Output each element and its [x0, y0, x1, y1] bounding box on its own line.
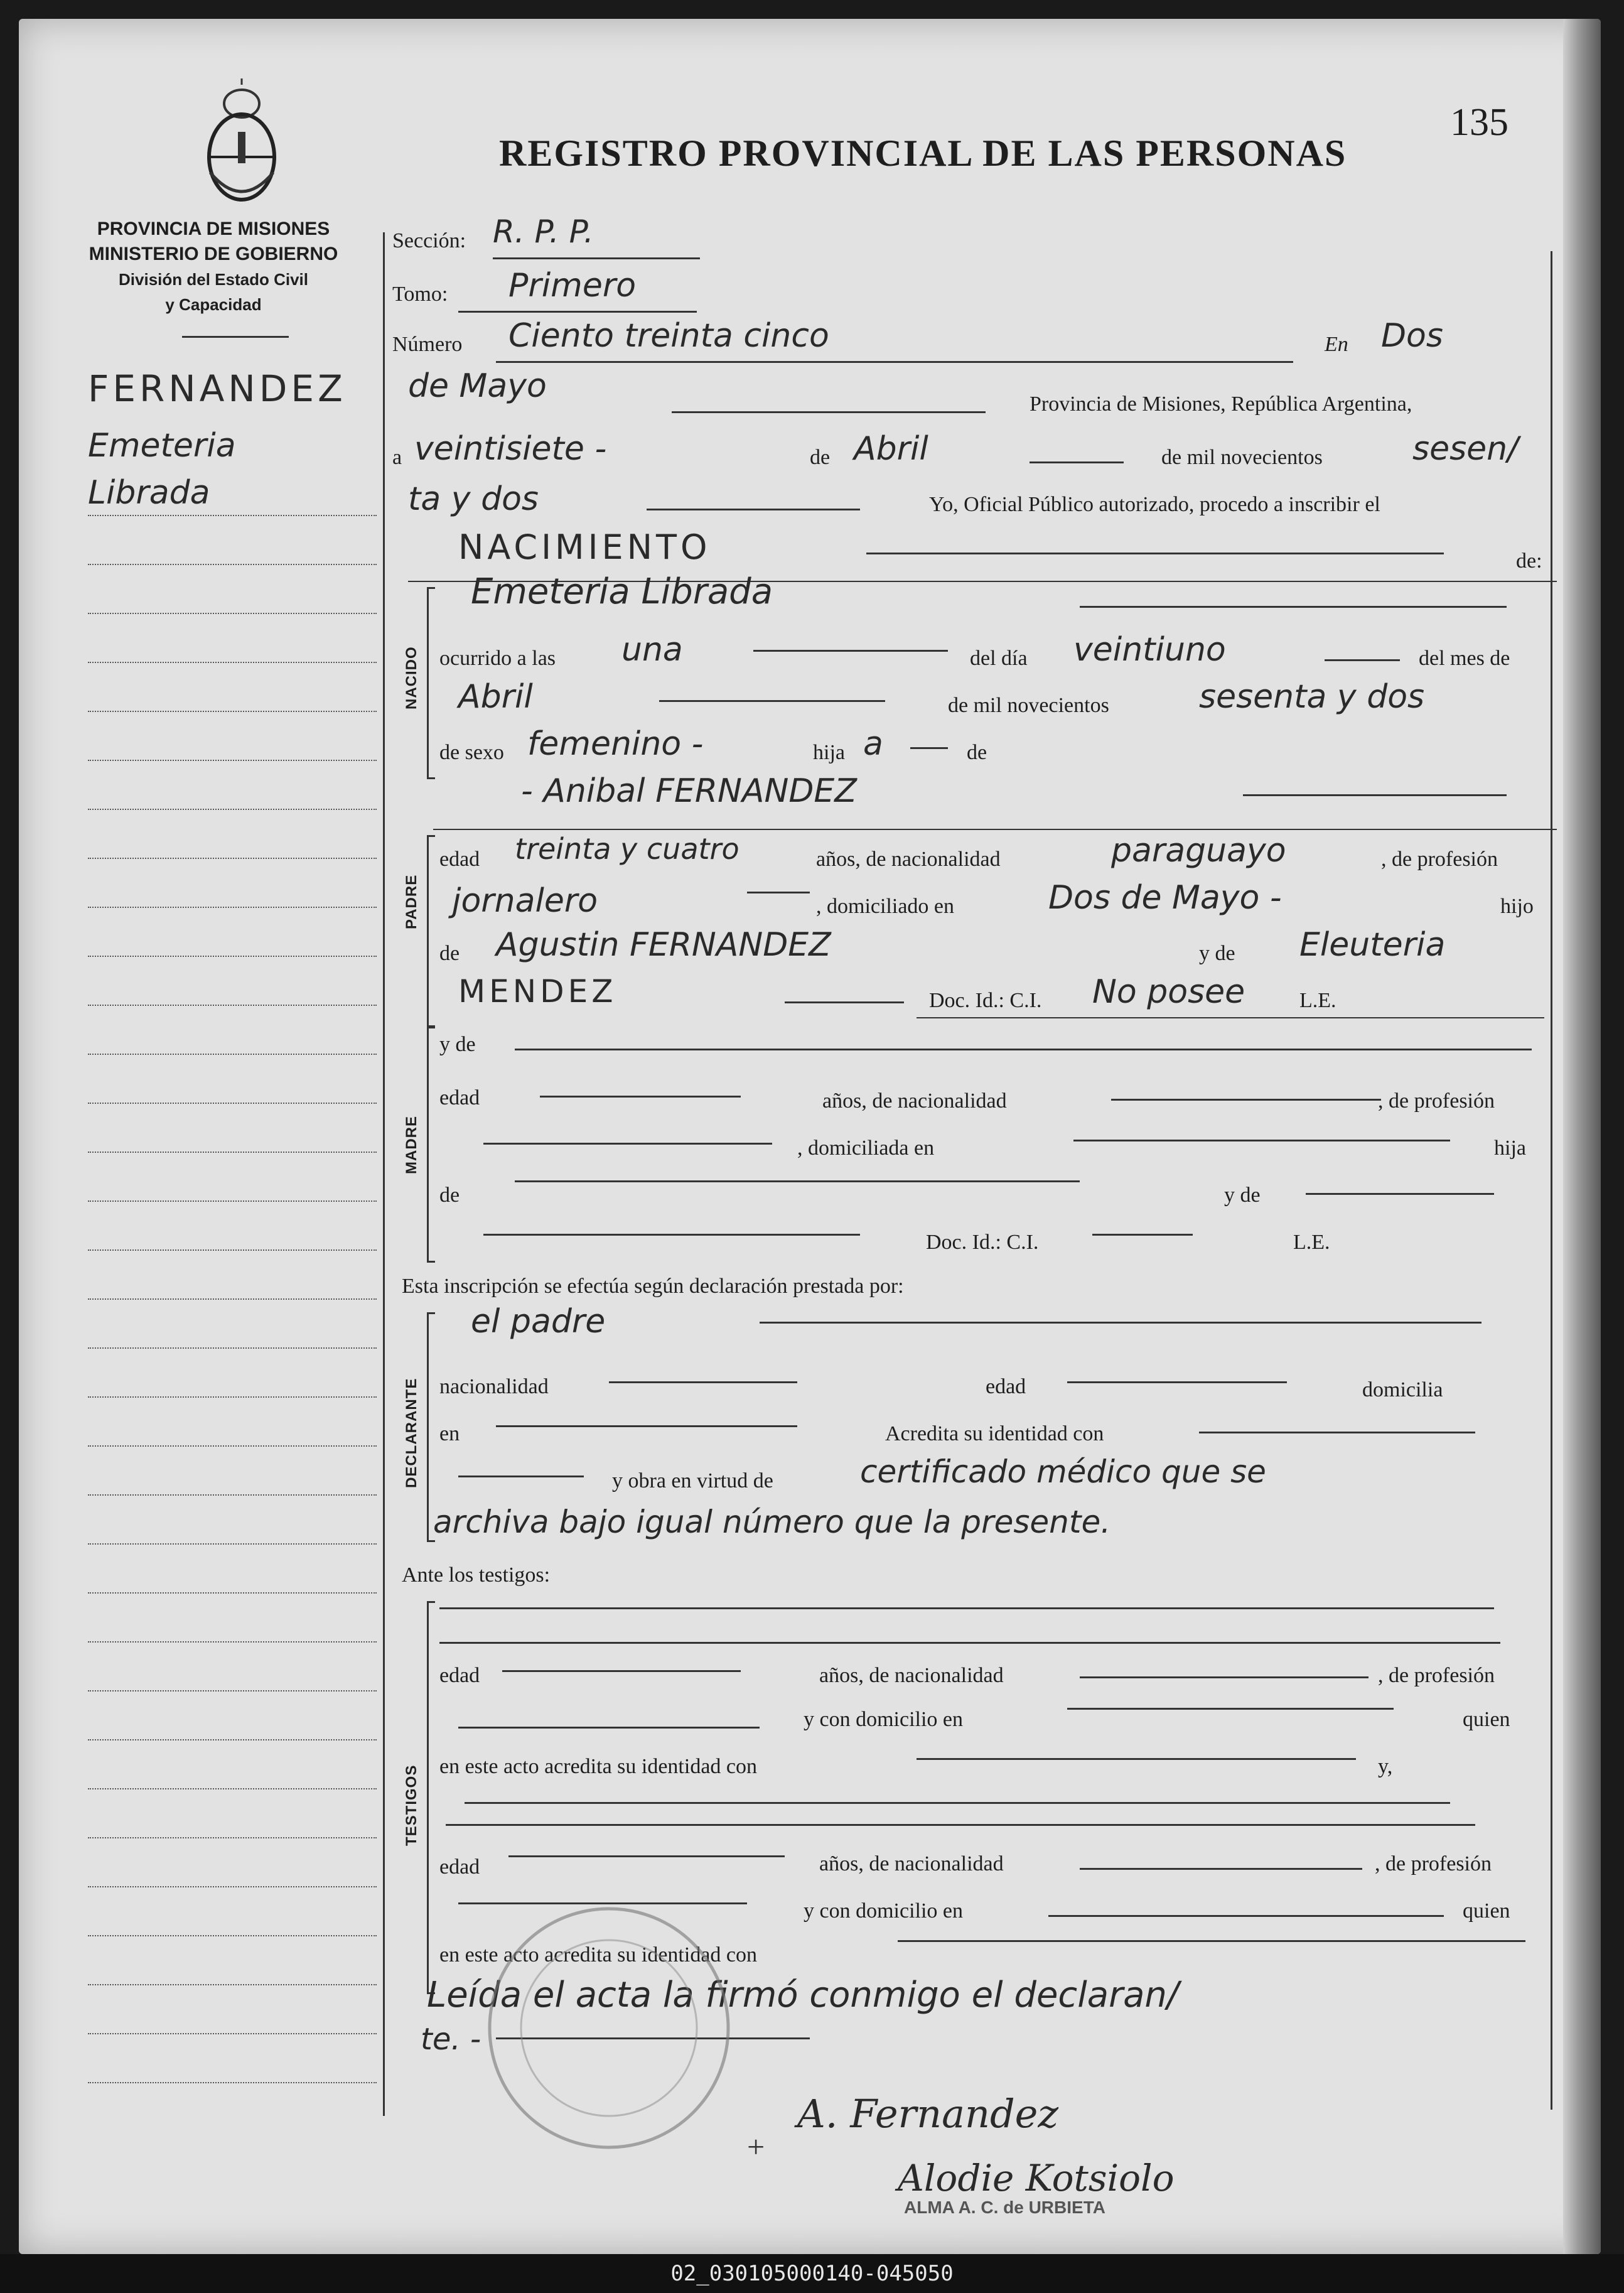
- t1-quien-label: quien: [1463, 1708, 1510, 1731]
- t1-y-label: y,: [1378, 1755, 1393, 1778]
- virtud-value-2: archiva bajo igual número que la presente.: [433, 1504, 1111, 1540]
- madre-edad-label: edad: [439, 1086, 480, 1109]
- padre-nac-value: paraguayo: [1111, 832, 1286, 870]
- margin-line: [88, 1445, 377, 1447]
- madre-doc-label: Doc. Id.: C.I.: [926, 1231, 1039, 1254]
- nacido-bracket: [427, 587, 435, 779]
- margin-line: [88, 1494, 377, 1496]
- le-label: L.E.: [1299, 989, 1336, 1012]
- margin-line: [88, 1200, 377, 1202]
- margin-line: [88, 1103, 377, 1104]
- t2-acredita-label: en este acto acredita su identidad con: [439, 1943, 757, 1967]
- domiciliada-label: , domiciliada en: [797, 1136, 935, 1160]
- hija-value: a: [863, 725, 883, 763]
- padre-edad-value: treinta y cuatro: [515, 832, 739, 866]
- edad-label: edad: [439, 848, 480, 871]
- de-profesion-label: , de profesión: [1381, 848, 1498, 871]
- mes-nac-value: Abril: [458, 678, 533, 716]
- dia-value: veintisiete -: [414, 430, 607, 468]
- margin-line: [88, 809, 377, 810]
- hijo-label: hijo: [1500, 895, 1534, 918]
- side-label-madre: MADRE: [403, 1116, 420, 1174]
- ante-testigos-label: Ante los testigos:: [402, 1563, 551, 1587]
- padre-dom-value: Dos de Mayo -: [1048, 879, 1282, 917]
- margin-line: [88, 760, 377, 761]
- de-colon-label: de:: [1516, 549, 1542, 573]
- margin-line: [88, 1837, 377, 1838]
- official-stamp-name: ALMA A. C. de URBIETA: [904, 2198, 1105, 2217]
- t2-profesion-label: , de profesión: [1375, 1852, 1492, 1875]
- coat-of-arms-icon: [198, 78, 286, 210]
- madre-anos-label: años, de nacionalidad: [822, 1089, 1007, 1113]
- margin-line: [88, 1054, 377, 1055]
- domicilia-label: domicilia: [1362, 1378, 1443, 1401]
- seccion-label: Sección:: [392, 229, 466, 252]
- padre-value: - Anibal FERNANDEZ: [521, 772, 857, 810]
- margin-line: [88, 2033, 377, 2034]
- anio-nac-value: sesenta y dos: [1199, 678, 1425, 716]
- document-id-footer: 02_030105000140-045050: [0, 2254, 1624, 2293]
- ocurrido-label: ocurrido a las: [439, 647, 556, 670]
- de-label: de: [810, 446, 831, 469]
- signature-declarante: A. Fernandez: [797, 2091, 1059, 2137]
- domiciliado-label: , domiciliado en: [816, 895, 955, 918]
- margin-line: [88, 1347, 377, 1349]
- dia-nac-value: veintiuno: [1073, 631, 1226, 669]
- margin-line: [88, 1935, 377, 1936]
- signature-cross-icon: +: [747, 2129, 765, 2164]
- abuelo-value: Agustin FERNANDEZ: [496, 926, 831, 964]
- margin-name-2: Librada: [88, 474, 210, 512]
- y-obra-label: y obra en virtud de: [612, 1469, 773, 1492]
- margin-line: [88, 515, 377, 516]
- margin-line: [88, 1005, 377, 1006]
- margin-name-1: Emeteria: [88, 427, 236, 465]
- en-label: En: [1325, 333, 1348, 356]
- numero-value: Ciento treinta cinco: [508, 317, 829, 355]
- province-heading: PROVINCIA DE MISIONES: [97, 219, 330, 239]
- side-label-declarante: DECLARANTE: [403, 1378, 420, 1488]
- t1-acredita-label: en este acto acredita su identidad con: [439, 1755, 757, 1778]
- cierre-value-2: te. -: [421, 2022, 481, 2057]
- margin-line: [88, 1886, 377, 1887]
- margin-line: [88, 2082, 377, 2083]
- de3-label: de: [439, 942, 460, 965]
- document-page: [19, 19, 1601, 2254]
- margin-line: [88, 1152, 377, 1153]
- margin-line: [88, 1298, 377, 1300]
- declarante-value: el padre: [471, 1303, 606, 1341]
- acredita-label: Acredita su identidad con: [885, 1422, 1104, 1445]
- margin-line: [88, 1641, 377, 1643]
- t1-edad-label: edad: [439, 1664, 480, 1687]
- t1-profesion-label: , de profesión: [1378, 1664, 1495, 1687]
- doc-id-label: Doc. Id.: C.I.: [929, 989, 1042, 1012]
- cierre-value-1: Leída el acta la firmó conmigo el declaran/: [427, 1975, 1179, 2015]
- nombre-value: Emeteria Librada: [471, 571, 773, 612]
- margin-line: [88, 662, 377, 663]
- ministry-heading: MINISTERIO DE GOBIERNO: [89, 244, 338, 264]
- margin-line: [88, 1396, 377, 1398]
- page-title: REGISTRO PROVINCIAL DE LAS PERSONAS: [499, 132, 1347, 174]
- official-seal-icon: [477, 1896, 741, 2160]
- abuela-1-value: Eleuteria: [1299, 926, 1446, 964]
- y-de-label: y de: [1199, 942, 1235, 965]
- hora-value: una: [621, 631, 683, 669]
- margin-line: [88, 1543, 377, 1545]
- margin-surname: FERNANDEZ: [88, 367, 347, 410]
- nacionalidad-label: nacionalidad: [439, 1375, 549, 1398]
- side-label-nacido: NACIDO: [403, 646, 420, 709]
- t2-anos-label: años, de nacionalidad: [819, 1852, 1004, 1875]
- mes-value: Abril: [854, 430, 928, 468]
- testigos-bracket: [427, 1601, 435, 1994]
- tomo-value: Primero: [508, 267, 637, 305]
- right-rule: [1551, 251, 1552, 2110]
- sexo-value: femenino -: [527, 725, 704, 763]
- tomo-label: Tomo:: [392, 283, 448, 306]
- sexo-label: de sexo: [439, 741, 504, 764]
- padre-doc-value: No posee: [1092, 973, 1245, 1011]
- declarante-en-label: en: [439, 1422, 460, 1445]
- esta-inscripcion-label: Esta inscripción se efectúa según declaración prestada por:: [402, 1275, 904, 1298]
- signature-oficial: Alodie Kotsiolo: [898, 2157, 1175, 2199]
- t2-quien-label: quien: [1463, 1899, 1510, 1923]
- lugar-value: Dos: [1381, 317, 1443, 355]
- t1-anos-label: años, de nacionalidad: [819, 1664, 1004, 1687]
- lugar-cont-value: de Mayo: [408, 367, 547, 405]
- division-line-2: y Capacidad: [165, 295, 262, 314]
- padre-prof-value: jornalero: [452, 882, 598, 920]
- divider: [182, 336, 289, 338]
- del-mes-label: del mes de: [1419, 647, 1510, 670]
- t2-domicilio-label: y con domicilio en: [804, 1899, 964, 1923]
- del-dia-label: del día: [970, 647, 1028, 670]
- padre-bracket: [427, 835, 435, 1027]
- book-spine-edge: [1563, 19, 1601, 2254]
- abuela-2-value: MENDEZ: [458, 973, 617, 1010]
- provincia-label: Provincia de Misiones, República Argentina,: [1030, 392, 1412, 416]
- margin-line: [88, 858, 377, 859]
- madre-y-de-label: y de: [439, 1033, 476, 1056]
- anio-value-2: ta y dos: [408, 480, 539, 518]
- side-label-padre: PADRE: [403, 874, 420, 929]
- margin-line: [88, 907, 377, 908]
- margin-line: [88, 1690, 377, 1691]
- acto-value: NACIMIENTO: [458, 527, 711, 567]
- declarante-edad-label: edad: [986, 1375, 1026, 1398]
- t2-edad-label: edad: [439, 1855, 480, 1879]
- t1-domicilio-label: y con domicilio en: [804, 1708, 964, 1731]
- virtud-value-1: certificado médico que se: [860, 1454, 1266, 1490]
- page-number: 135: [1450, 101, 1508, 144]
- anos-nac-label: años, de nacionalidad: [816, 848, 1001, 871]
- seccion-value: R. P. P.: [493, 213, 594, 250]
- division-line-1: División del Estado Civil: [119, 270, 308, 289]
- hija-label: hija: [813, 741, 845, 764]
- margin-line: [88, 1788, 377, 1789]
- margin-line: [88, 1739, 377, 1740]
- issuer-block: [78, 217, 348, 317]
- margin-line: [88, 711, 377, 712]
- madre-de-label: de: [439, 1184, 460, 1207]
- margin-line: [88, 1984, 377, 1985]
- madre-profesion-label: , de profesión: [1378, 1089, 1495, 1113]
- numero-label: Número: [392, 333, 463, 356]
- madre-bracket: [427, 1027, 435, 1263]
- yo-label: Yo, Oficial Público autorizado, procedo a inscribir el: [929, 493, 1380, 516]
- margin-line: [88, 1592, 377, 1594]
- anio-value-1: sesen/: [1412, 430, 1519, 468]
- margin-rule: [383, 232, 385, 2116]
- madre-hija-label: hija: [1494, 1136, 1526, 1160]
- madre-le-label: L.E.: [1293, 1231, 1330, 1254]
- margin-line: [88, 613, 377, 614]
- margin-line: [88, 1249, 377, 1251]
- a-label: a: [392, 446, 402, 469]
- margin-line: [88, 564, 377, 565]
- margin-line: [88, 956, 377, 957]
- side-label-testigos: TESTIGOS: [403, 1764, 420, 1846]
- de-mil2-label: de mil novecientos: [948, 694, 1109, 717]
- de-mil-label: de mil novecientos: [1161, 446, 1323, 469]
- madre-y-de2-label: y de: [1224, 1184, 1261, 1207]
- de2-label: de: [967, 741, 987, 764]
